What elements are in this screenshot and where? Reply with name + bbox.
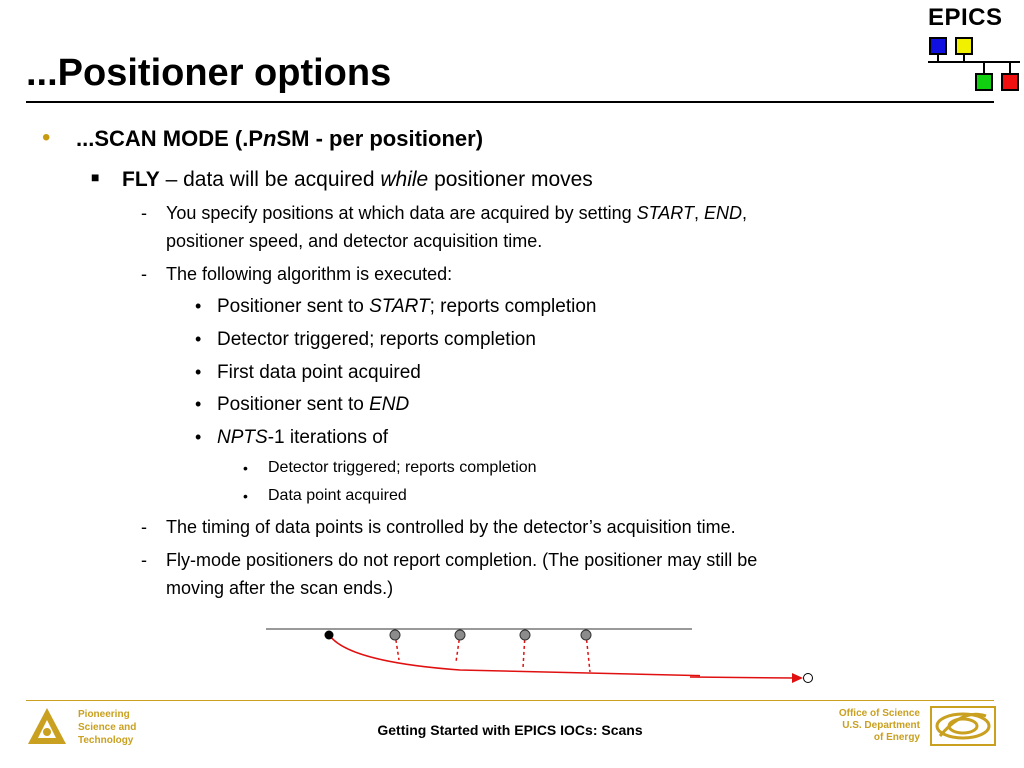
- arrow-head-icon: [792, 673, 803, 683]
- footer-divider: [26, 700, 994, 701]
- step4: Positioner sent to END: [217, 394, 410, 415]
- dash4-line2: moving after the scan ends.): [166, 578, 394, 598]
- level1-bullet-icon: •: [42, 124, 51, 151]
- dash1-line2: positioner speed, and detector acquisition time.: [166, 231, 543, 251]
- sub-step2: Data point acquired: [268, 487, 407, 504]
- level1-scan-mode: ...SCAN MODE (.PnSM - per positioner): [76, 126, 484, 151]
- dash-icon: -: [141, 550, 147, 570]
- bullet-icon: •: [195, 362, 202, 382]
- dash-icon: -: [141, 264, 147, 284]
- positioner-motion-arrow: [330, 636, 700, 678]
- step5: NPTS-1 iterations of: [217, 427, 389, 448]
- argonne-logo: [26, 706, 68, 746]
- bullet-icon: •: [195, 394, 202, 414]
- data-point-icon: [581, 630, 591, 640]
- slide-title: ...Positioner options: [26, 52, 392, 94]
- sub-step1: Detector triggered; reports completion: [268, 459, 537, 476]
- data-point-icon: [390, 630, 400, 640]
- data-point-icon: [455, 630, 465, 640]
- footer-tagline: Pioneering Science and Technology: [78, 709, 137, 746]
- fly-scan-arrow-end: [690, 660, 820, 690]
- level2-fly: FLY – data will be acquired while positioner moves: [122, 168, 593, 191]
- start-point-icon: [325, 631, 334, 640]
- end-point-icon: [804, 674, 813, 683]
- step3: First data point acquired: [217, 362, 421, 383]
- footer-presentation-title: Getting Started with EPICS IOCs: Scans: [377, 722, 643, 738]
- step2: Detector triggered; reports completion: [217, 329, 536, 350]
- step1: Positioner sent to START; reports completion: [217, 296, 597, 317]
- fly-scan-diagram: [260, 620, 700, 692]
- footer-office: Office of Science U.S. Department of Energy: [838, 708, 920, 743]
- dash3-text: The timing of data points is controlled by the detector’s acquisition time.: [166, 517, 736, 537]
- dash-icon: -: [141, 517, 147, 537]
- bullet-icon: •: [243, 488, 248, 504]
- bullet-icon: •: [195, 329, 202, 349]
- dash4-line1: Fly-mode positioners do not report completion. (The positioner may still be: [166, 550, 758, 570]
- level2-square-bullet-icon: ■: [91, 169, 100, 185]
- title-divider: [26, 101, 994, 103]
- dash2-text: The following algorithm is executed:: [166, 264, 453, 284]
- dash-icon: -: [141, 203, 147, 223]
- doe-logo: [930, 706, 996, 746]
- epics-logo-text: EPICS: [928, 4, 1003, 31]
- bullet-icon: •: [243, 460, 248, 476]
- dash1-line1: You specify positions at which data are acquired by setting START, END,: [166, 203, 748, 223]
- bullet-icon: •: [195, 296, 202, 316]
- bullet-icon: •: [195, 427, 202, 447]
- epics-logo: [924, 2, 1024, 100]
- data-point-icon: [520, 630, 530, 640]
